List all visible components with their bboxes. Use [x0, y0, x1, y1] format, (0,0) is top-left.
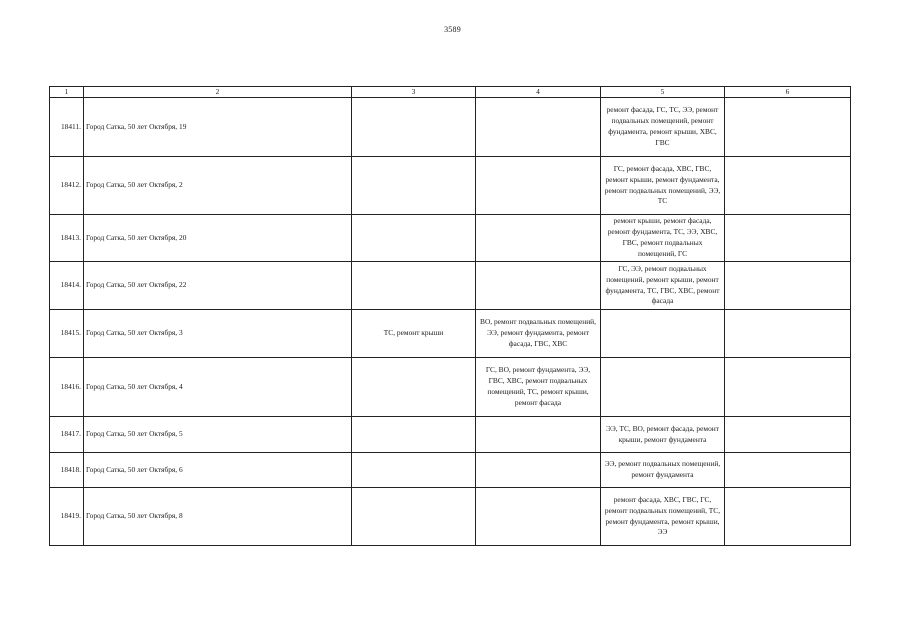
- row-col3: [352, 262, 476, 310]
- table-row: [50, 98, 851, 157]
- table-row: [50, 262, 851, 310]
- row-col6: [725, 215, 851, 262]
- row-col3: [352, 417, 476, 453]
- column-header: 2: [84, 87, 352, 98]
- row-number: 18413.: [50, 215, 84, 262]
- row-number: 18412.: [50, 157, 84, 215]
- row-col4: [476, 157, 601, 215]
- row-col4: ГС, ВО, ремонт фундамента, ЭЭ, ГВС, ХВС, ремонт подвальных помещений, ТС, ремонт крыши, ремонт фасада: [476, 358, 601, 417]
- row-col5: [601, 310, 725, 358]
- column-header: 1: [50, 87, 84, 98]
- row-address: Город Сатка, 50 лет Октября, 5: [84, 417, 352, 453]
- table-row: [50, 310, 851, 358]
- row-address: Город Сатка, 50 лет Октября, 20: [84, 215, 352, 262]
- row-number: 18419.: [50, 488, 84, 546]
- row-col3: [352, 215, 476, 262]
- row-number: 18418.: [50, 453, 84, 488]
- row-col5: ремонт фасада, ГС, ТС, ЭЭ, ремонт подвальных помещений, ремонт фундамента, ремонт крыши, ХВС, ГВС: [601, 98, 725, 157]
- row-col5: ГС, ремонт фасада, ХВС, ГВС, ремонт крыши, ремонт фундамента, ремонт подвальных помещений, ЭЭ, ТС: [601, 157, 725, 215]
- row-number: 18414.: [50, 262, 84, 310]
- row-col3: [352, 98, 476, 157]
- row-col5: ремонт крыши, ремонт фасада, ремонт фундамента, ТС, ЭЭ, ХВС, ГВС, ремонт подвальных помещений, ГС: [601, 215, 725, 262]
- row-col4: [476, 488, 601, 546]
- row-address: Город Сатка, 50 лет Октября, 22: [84, 262, 352, 310]
- header-row: [50, 87, 851, 98]
- row-address: Город Сатка, 50 лет Октября, 3: [84, 310, 352, 358]
- works-table: [49, 86, 851, 546]
- table-row: [50, 215, 851, 262]
- row-col4: [476, 453, 601, 488]
- row-address: Город Сатка, 50 лет Октября, 2: [84, 157, 352, 215]
- row-number: 18415.: [50, 310, 84, 358]
- row-col6: [725, 358, 851, 417]
- row-col6: [725, 310, 851, 358]
- row-number: 18411.: [50, 98, 84, 157]
- row-address: Город Сатка, 50 лет Октября, 19: [84, 98, 352, 157]
- row-col5: ГС, ЭЭ, ремонт подвальных помещений, ремонт крыши, ремонт фундамента, ТС, ГВС, ХВС, ремонт фасада: [601, 262, 725, 310]
- table-row: [50, 488, 851, 546]
- row-address: Город Сатка, 50 лет Октября, 8: [84, 488, 352, 546]
- row-col6: [725, 98, 851, 157]
- row-col5: ремонт фасада, ХВС, ГВС, ГС, ремонт подвальных помещений, ТС, ремонт фундамента, ремонт крыши, ЭЭ: [601, 488, 725, 546]
- row-number: 18417.: [50, 417, 84, 453]
- row-col3: [352, 488, 476, 546]
- row-col6: [725, 262, 851, 310]
- row-col6: [725, 488, 851, 546]
- table-header: [50, 87, 851, 98]
- row-col4: ВО, ремонт подвальных помещений, ЭЭ, ремонт фундамента, ремонт фасада, ГВС, ХВС: [476, 310, 601, 358]
- row-col4: [476, 417, 601, 453]
- column-header: 3: [352, 87, 476, 98]
- table-row: [50, 417, 851, 453]
- row-number: 18416.: [50, 358, 84, 417]
- row-col6: [725, 417, 851, 453]
- column-header: 5: [601, 87, 725, 98]
- row-col6: [725, 157, 851, 215]
- row-col4: [476, 215, 601, 262]
- row-col4: [476, 262, 601, 310]
- table-row: [50, 453, 851, 488]
- column-header: 4: [476, 87, 601, 98]
- column-header: 6: [725, 87, 851, 98]
- row-address: Город Сатка, 50 лет Октября, 4: [84, 358, 352, 417]
- row-col4: [476, 98, 601, 157]
- table-body: [50, 98, 851, 546]
- row-col5: ЭЭ, ремонт подвальных помещений, ремонт фундамента: [601, 453, 725, 488]
- table-row: [50, 157, 851, 215]
- row-col5: [601, 358, 725, 417]
- row-col3: [352, 453, 476, 488]
- table-row: [50, 358, 851, 417]
- row-col3: [352, 358, 476, 417]
- row-col6: [725, 453, 851, 488]
- row-col5: ЭЭ, ТС, ВО, ремонт фасада, ремонт крыши, ремонт фундамента: [601, 417, 725, 453]
- page-number: 3589: [444, 25, 461, 34]
- row-col3: ТС, ремонт крыши: [352, 310, 476, 358]
- row-col3: [352, 157, 476, 215]
- row-address: Город Сатка, 50 лет Октября, 6: [84, 453, 352, 488]
